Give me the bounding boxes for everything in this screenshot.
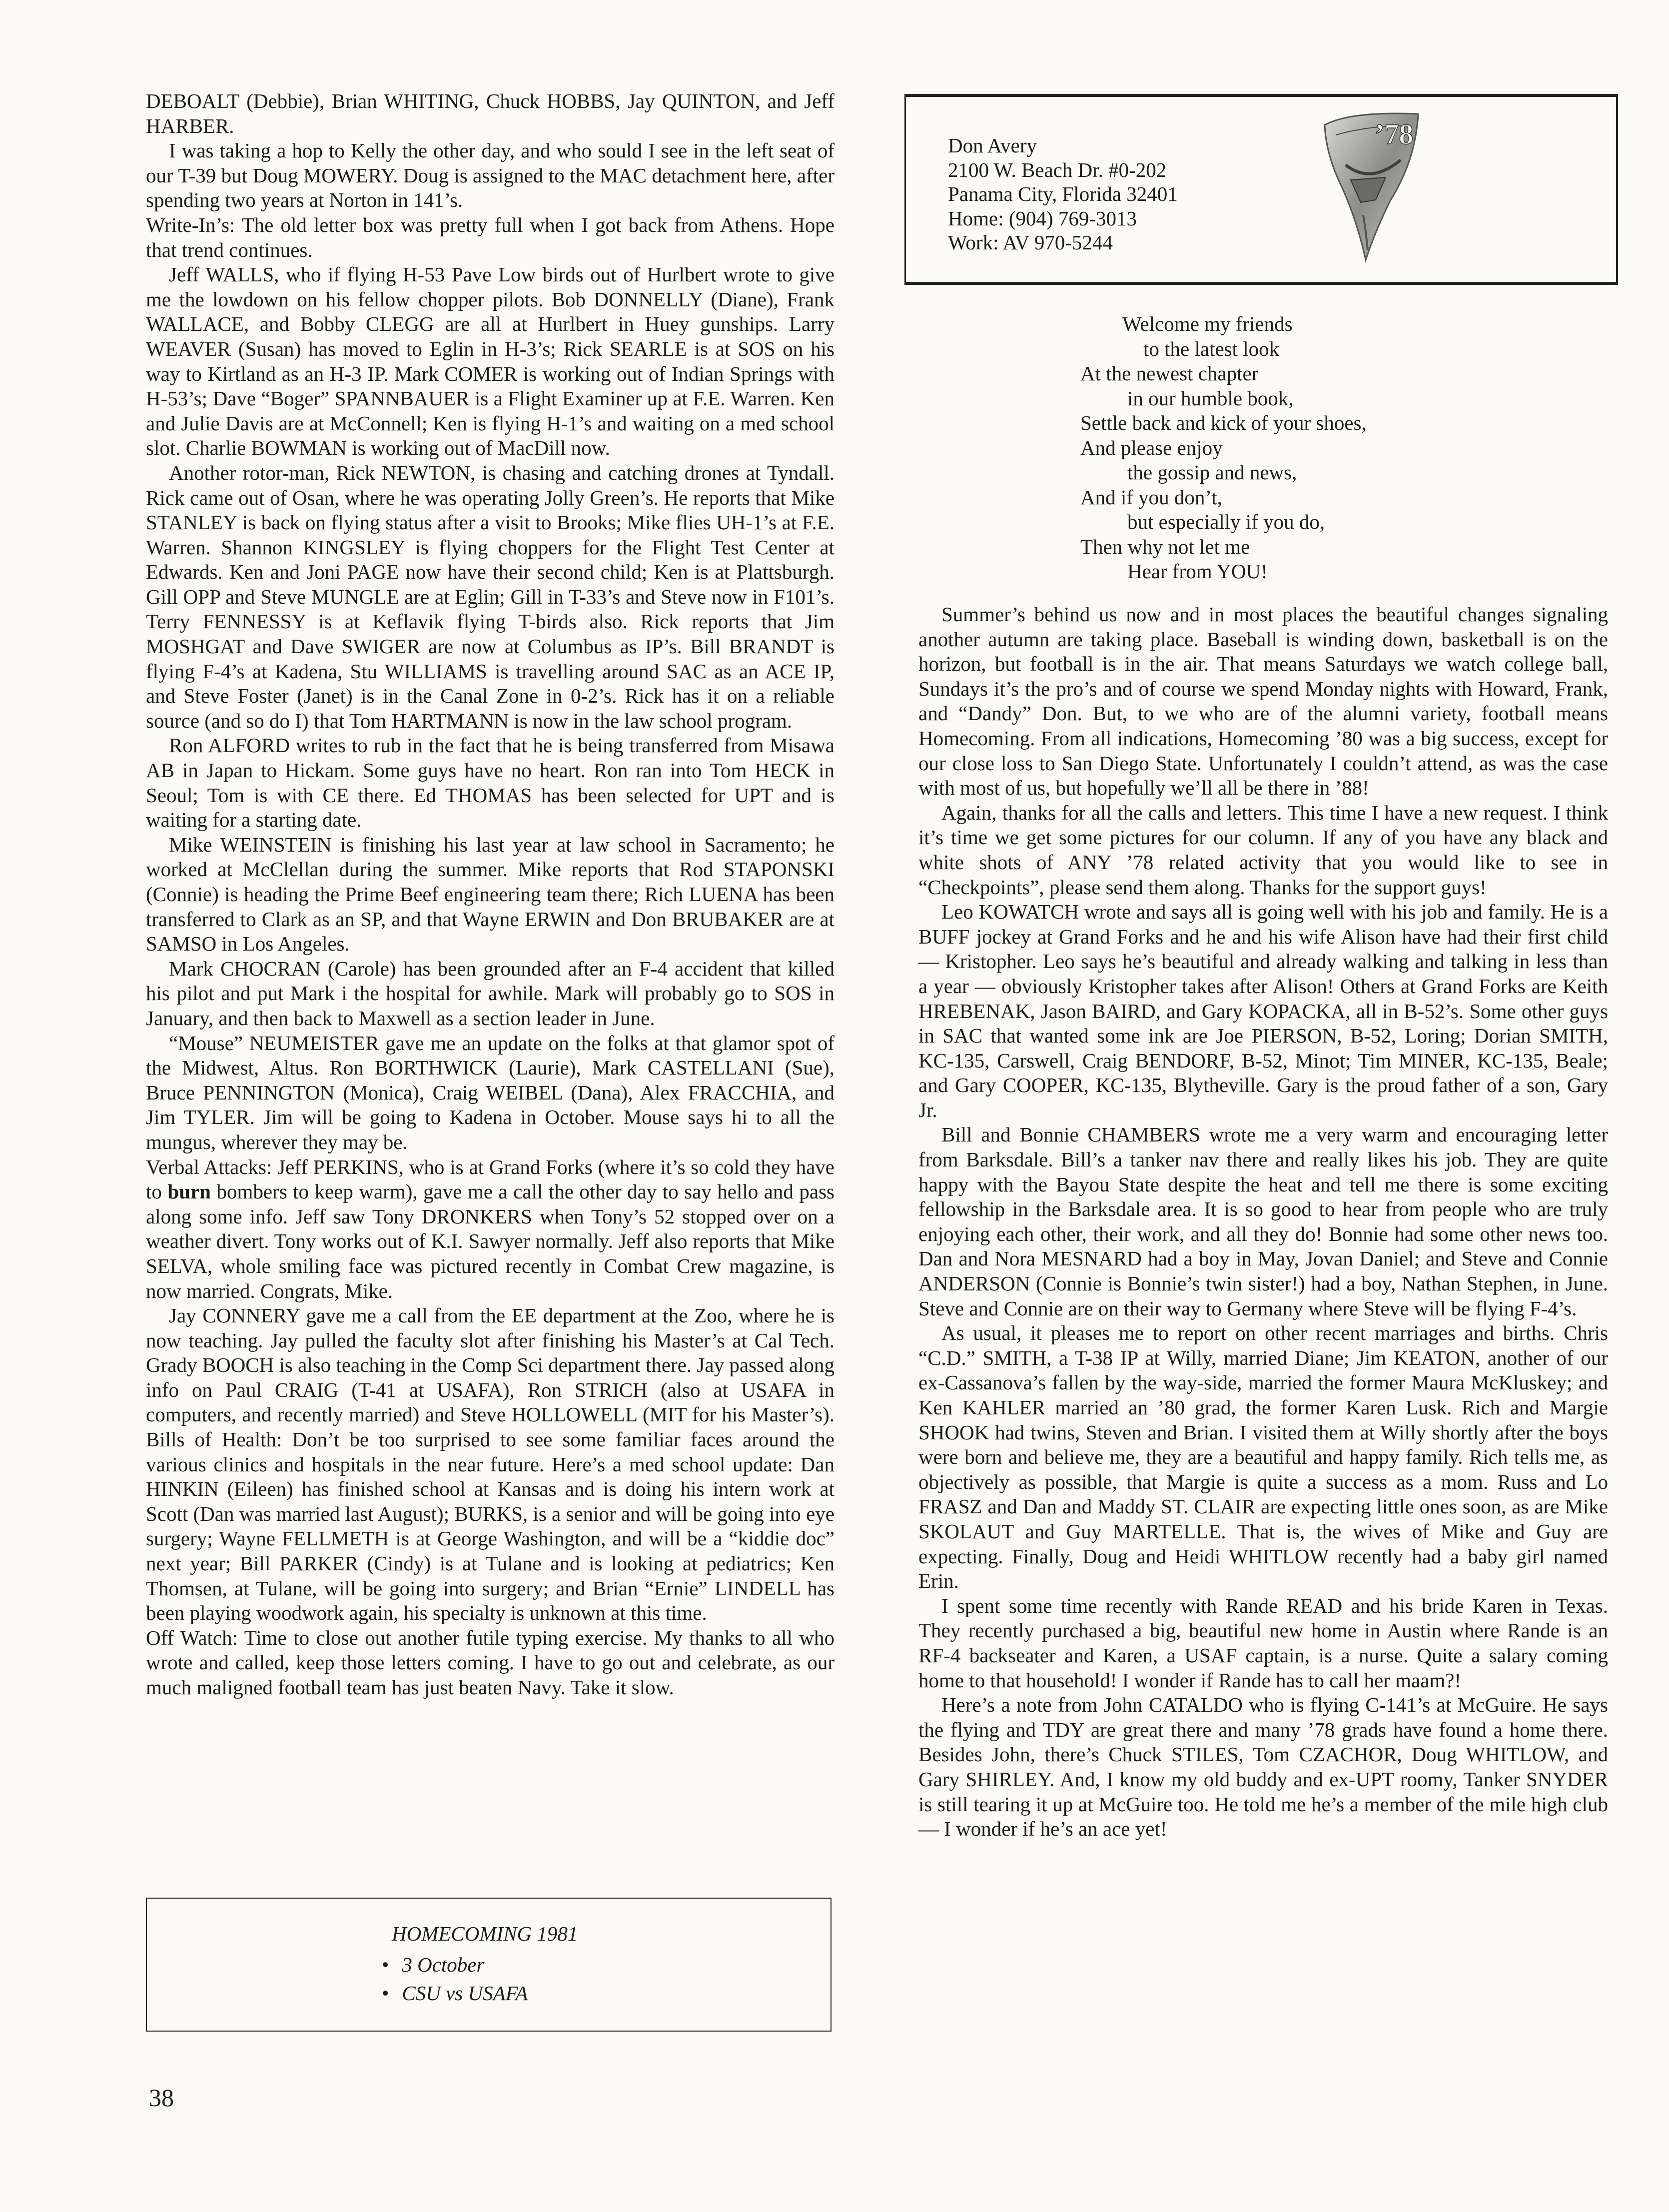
- paragraph: “Mouse” NEUMEISTER gave me an update on the folks at that glamor spot of the Midwest, Altus. Ron BORTHWICK (Laurie), Mark CASTELLANI (Sue), Bruce PENNINGTON (Monica), Craig WEIBEL (Dana), Alex FRACCHIA, and Jim TYLER. Jim will be going to Kadena in October. Mouse says hi to all the mungus, wherever they may be.: [146, 1031, 834, 1153]
- bold-word: burn: [167, 1180, 211, 1203]
- paragraph: Ron ALFORD writes to rub in the fact that he is being transferred from Misawa AB in Japan to Hickam. Some guys have no heart. Ron ran into Tom HECK in Seoul; Tom is with CE there. Ed THOMAS has been selected for UPT and is waiting for a starting date.: [146, 734, 834, 832]
- list-item: • CSU vs USAFA: [382, 1979, 528, 2008]
- paragraph: Mark CHOCRAN (Carole) has been grounded after an F-4 accident that killed his pilot and put Mark i the hospital for awhile. Mark will probably go to SOS in January, and then back to Maxwell as a section leader in June.: [146, 957, 834, 1030]
- poem-line: Settle back and kick of your shoes,: [1080, 411, 1367, 434]
- poem-line: to the latest look: [1143, 337, 1280, 360]
- address-block: [948, 133, 1178, 255]
- homecoming-list: [382, 1951, 528, 2008]
- homecoming-title: HOMECOMING 1981: [392, 1922, 578, 1945]
- poem-line: but especially if you do,: [1127, 510, 1325, 533]
- poem-line: Welcome my friends: [1122, 312, 1293, 335]
- class-crest-icon: [1316, 105, 1426, 265]
- text-run: bombers to keep warm), gave me a call the other day to say hello and pass along some info. Jeff saw Tony DRONKERS when Tony’s 52 stopped over on a weather divert. Tony works out of K.I. Sawyer normally. Jeff also reports that Mike SELVA, whole smiling face was pictured recently in Combat Crew magazine, is now married. Congrats, Mike.: [146, 1180, 834, 1302]
- text-run: Verbal Attacks: Jeff PERKINS, who is at Grand Forks (where it’s so cold they have to: [146, 1155, 834, 1203]
- paragraph: I was taking a hop to Kelly the other day, and who sould I see in the left seat of our T-39 but Doug MOWERY. Doug is assigned to the MAC detachment here, after spending two years at Norton in 141’s.: [146, 139, 834, 212]
- paragraph: Bill and Bonnie CHAMBERS wrote me a very warm and encouraging letter from Barksdale. Bill’s a tanker nav there and really likes his job. They are quite happy with the Bayou State despite the heat and tell me there is some exciting fellowship in the Barksdale area. It is so good to hear from people who are truly enjoying each other, their work, and all they do! Bonnie had some other news too. Dan and Nora MESNARD had a boy in May, Jovan Daniel; and Steve and Connie ANDERSON (Connie is Bonnie’s twin sister!) had a boy, Nathan Stephen, in June. Steve and Connie are on their way to Germany where Steve will be flying F-4’s.: [918, 1123, 1608, 1320]
- paragraph: Another rotor-man, Rick NEWTON, is chasing and catching drones at Tyndall. Rick came out of Osan, where he was operating Jolly Green’s. He reports that Mike STANLEY is back on flying status after a visit to Brooks; Mike flies UH-1’s at F.E. Warren. Shannon KINGSLEY is flying choppers for the Flight Test Center at Edwards. Ken and Joni PAGE now have their second child; Ken is at Plattsburgh. Gill OPP and Steve MUNGLE are at Eglin; Gill in T-33’s and Steve now in F101’s. Terry FENNESSY is at Keflavik flying T-birds also. Rick reports that Jim MOSHGAT and Dave SWIGER are now at Columbus as IP’s. Bill BRANDT is flying F-4’s at Kadena, Stu WILLIAMS is travelling around SAC as an ACE IP, and Steve Foster (Janet) is in the Canal Zone in 0-2’s. Rick has it on a reliable source (and so do I) that Tom HARTMANN is now in the law school program.: [146, 461, 834, 732]
- address-box: [904, 94, 1618, 285]
- address-line: Panama City, Florida 32401: [948, 182, 1178, 205]
- paragraph: Jay CONNERY gave me a call from the EE department at the Zoo, where he is now teaching. Jay pulled the faculty slot after finishing his Master’s at Cal Tech. Grady BOOCH is also teaching in the Comp Sci department there. Jay passed along info on Paul CRAIG (T-41 at USAFA), Ron STRICH (also at USAFA in computers, and recently married) and Steve HOLLOWELL (MIT for his Master’s). Bills of Health: Don’t be too surprised to see some familiar faces around the various clinics and hospitals in the near future. Here’s a med school update: Dan HINKIN (Eileen) has finished school at Kansas and is doing his intern work at Scott (Dan was married last August); BURKS, is a senior and will be going into eye surgery; Wayne FELLMETH is at George Washington, and will be a “kiddie doc” next year; Bill PARKER (Cindy) is at Tulane and is looking at pediatrics; Ken Thomsen, at Tulane, will be going into surgery; and Brian “Ernie” LINDELL has been playing woodwork again, his specialty is unknown at this time.: [146, 1304, 834, 1625]
- paragraph: Here’s a note from John CATALDO who is flying C-141’s at McGuire. He says the flying and TDY are great there and many ’78 grads have found a home there. Besides John, there’s Chuck STILES, Tom CZACHOR, Doug WHITLOW, and Gary SHIRLEY. And, I know my old buddy and ex-UPT roomy, Tanker SNYDER is still tearing it up at McGuire too. He told me he’s a member of the mile high club — I wonder if he’s an ace yet!: [918, 1693, 1608, 1841]
- paragraph: Again, thanks for all the calls and letters. This time I have a new request. I think it’s time we get some pictures for our column. If any of you have any black and white shots of ANY ’78 related activity that you would like to see in “Checkpoints”, please send them along. Thanks for the support guys!: [918, 801, 1608, 899]
- poem-line: And please enjoy: [1080, 436, 1223, 459]
- poem-line: At the newest chapter: [1080, 362, 1259, 385]
- paragraph: Off Watch: Time to close out another futile typing exercise. My thanks to all who wrote and called, keep those letters coming. I have to go out and celebrate, as our much maligned football team has just beaten Navy. Take it slow.: [146, 1626, 834, 1699]
- paragraph: I spent some time recently with Rande READ and his bride Karen in Texas. They recently purchased a big, beautiful new home in Austin where Rande is an RF-4 backseater and Karen, a USAF captain, is a nurse. Quite a salary coming home to that household! I wonder if Rande has to call her maam?!: [918, 1594, 1608, 1692]
- poem: [1080, 312, 1367, 584]
- poem-line: the gossip and news,: [1127, 461, 1297, 484]
- paragraph: Write-In’s: The old letter box was pretty full when I got back from Athens. Hope that trend continues.: [146, 213, 834, 261]
- page-number: 38: [149, 2084, 174, 2112]
- address-line: Work: AV 970-5244: [948, 231, 1113, 254]
- crest-year: ’78: [1375, 118, 1414, 150]
- paragraph: [146, 1155, 834, 1304]
- left-column: [146, 89, 834, 1700]
- poem-line: Then why not let me: [1080, 535, 1250, 558]
- poem-line: Hear from YOU!: [1127, 560, 1268, 583]
- paragraph: Summer’s behind us now and in most places the beautiful changes signaling another autumn are taking place. Baseball is winding down, basketball is on the horizon, but football is in the air. That means Saturdays we watch college ball, Sundays it’s the pro’s and of course we spend Monday nights with Howard, Frank, and “Dandy” Don. But, to we who are of the alumni variety, football means Homecoming. From all indications, Homecoming ’80 was a big success, except for our close loss to San Diego State. Unfortunately I couldn’t attend, as was the case with most of us, but hopefully we’ll all be there in ’88!: [918, 603, 1608, 800]
- paragraph: Mike WEINSTEIN is finishing his last year at law school in Sacramento; he worked at McClellan during the summer. Mike reports that Rod STAPONSKI (Connie) is heading the Prime Beef engineering team there; Rich LUENA has been transferred to Clark as an SP, and that Wayne ERWIN and Don BRUBAKER are at SAMSO in Los Angeles.: [146, 833, 834, 956]
- address-line: Don Avery: [948, 134, 1037, 157]
- list-item: • 3 October: [382, 1951, 528, 1979]
- paragraph: As usual, it pleases me to report on other recent marriages and births. Chris “C.D.” SMITH, a T-38 IP at Willy, married Diane; Jim KEATON, another of our ex-Cassanova’s fallen by the way-side, married the former Maura McKluskey; and Ken KAHLER married an ’80 grad, the former Karen Lusk. Rich and Margie SHOOK had twins, Steven and Brian. I visited them at Willy shortly after the boys were born and believe me, they are a beautiful and happy family. Rich tells me, as objectively as possible, that Margie is quite a success as a mom. Russ and Lo FRASZ and Dan and Maddy ST. CLAIR are expecting little ones soon, as are Mike SKOLAUT and Guy MARTELLE. That is, the wives of Mike and Guy are expecting. Finally, Doug and Heidi WHITLOW recently had a baby girl named Erin.: [918, 1321, 1608, 1593]
- address-line: 2100 W. Beach Dr. #0-202: [948, 158, 1167, 181]
- paragraph: Leo KOWATCH wrote and says all is going well with his job and family. He is a BUFF jockey at Grand Forks and he and his wife Alison have had their first child — Kristopher. Leo says he’s beautiful and already walking and talking in less than a year — obviously Kristopher takes after Alison! Others at Grand Forks are Keith HREBENAK, Jason BAIRD, and Gary KOPACKA, all in B-52’s. Some other guys in SAC that wanted some ink are Joe PIERSON, B-52, Loring; Dorian SMITH, KC-135, Carswell, Craig BENDORF, B-52, Minot; Tim MINER, KC-135, Beale; and Gary COOPER, KC-135, Blytheville. Gary is the proud father of a son, Gary Jr.: [918, 900, 1608, 1121]
- poem-line: And if you don’t,: [1080, 485, 1222, 509]
- poem-line: in our humble book,: [1127, 386, 1294, 410]
- homecoming-box: [146, 1898, 832, 2032]
- address-line: Home: (904) 769-3013: [948, 206, 1137, 230]
- paragraph: Jeff WALLS, who if flying H-53 Pave Low birds out of Hurlbert wrote to give me the lowdown on his fellow chopper pilots. Bob DONNELLY (Diane), Frank WALLACE, and Bobby CLEGG are all at Hurlbert in Huey gunships. Larry WEAVER (Susan) has moved to Eglin in H-3’s; Rick SEARLE is at SOS on his way to Kirtland as an H-3 IP. Mark COMER is working out of Indian Springs with H-53’s; Dave “Boger” SPANNBAUER is a Flight Examiner up at F.E. Warren. Ken and Julie Davis are at McConnell; Ken is flying H-1’s and waiting on a med school slot. Charlie BOWMAN is working out of MacDill now.: [146, 263, 834, 460]
- paragraph: DEBOALT (Debbie), Brian WHITING, Chuck HOBBS, Jay QUINTON, and Jeff HARBER.: [146, 89, 834, 137]
- right-column: [918, 602, 1608, 1842]
